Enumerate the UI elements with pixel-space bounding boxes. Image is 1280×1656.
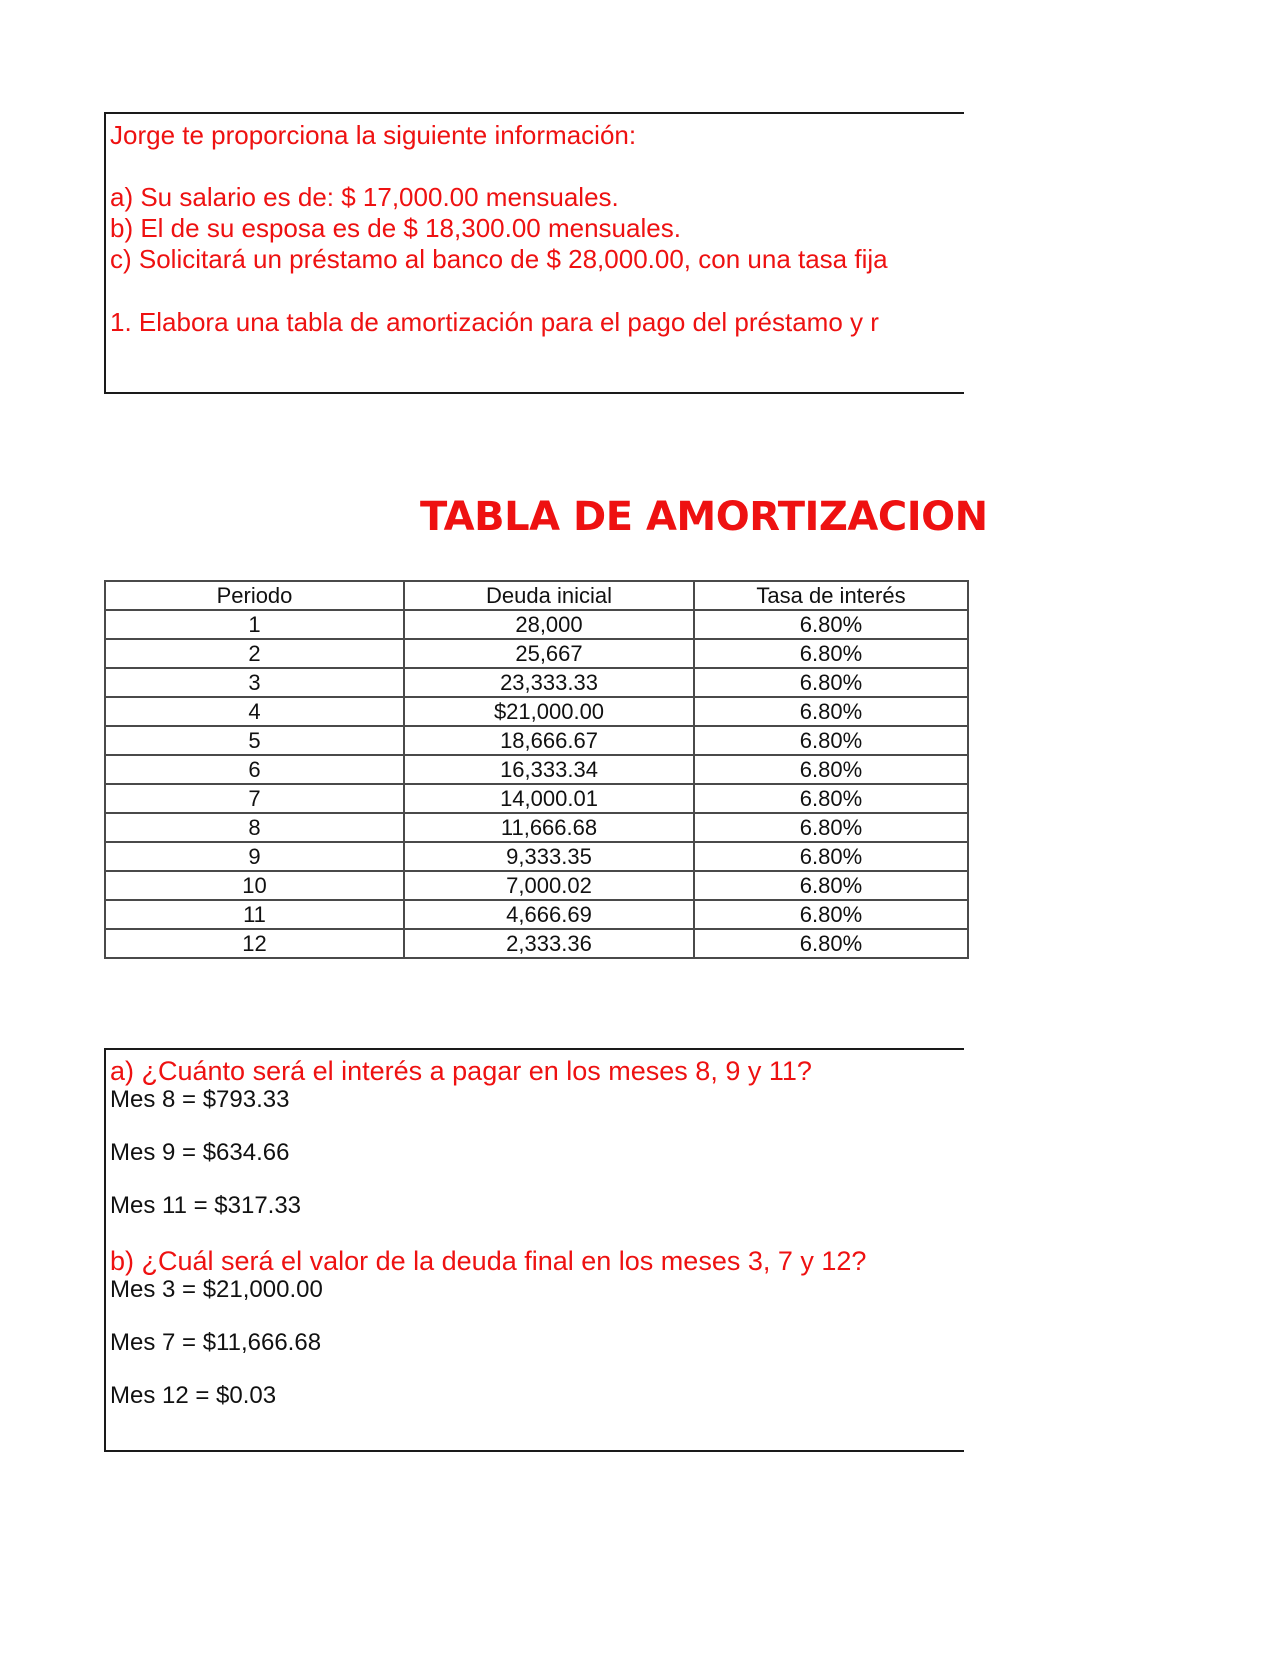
cell-periodo: 9 bbox=[105, 842, 404, 871]
header-periodo: Periodo bbox=[105, 581, 404, 610]
answer-mes-3: Mes 3 = $21,000.00 bbox=[110, 1276, 323, 1303]
cell-tasa-interes: 6.80% bbox=[694, 900, 968, 929]
intro-salary: a) Su salario es de: $ 17,000.00 mensuales. bbox=[110, 182, 619, 212]
cell-deuda-inicial: $21,000.00 bbox=[404, 697, 694, 726]
cell-tasa-interes: 6.80% bbox=[694, 639, 968, 668]
cell-tasa-interes: 6.80% bbox=[694, 929, 968, 958]
table-row bbox=[105, 610, 968, 639]
cell-periodo: 5 bbox=[105, 726, 404, 755]
intro-task: 1. Elabora una tabla de amortización para el pago del préstamo y r bbox=[110, 307, 879, 337]
cell-periodo: 4 bbox=[105, 697, 404, 726]
amortization-table bbox=[104, 580, 969, 959]
table-row bbox=[105, 929, 968, 958]
table-row bbox=[105, 871, 968, 900]
table-row bbox=[105, 842, 968, 871]
cell-tasa-interes: 6.80% bbox=[694, 610, 968, 639]
cell-periodo: 8 bbox=[105, 813, 404, 842]
table-row bbox=[105, 639, 968, 668]
table-row bbox=[105, 900, 968, 929]
cell-tasa-interes: 6.80% bbox=[694, 668, 968, 697]
cell-deuda-inicial: 2,333.36 bbox=[404, 929, 694, 958]
answers-box bbox=[104, 1048, 964, 1452]
cell-deuda-inicial: 4,666.69 bbox=[404, 900, 694, 929]
cell-deuda-inicial: 25,667 bbox=[404, 639, 694, 668]
answer-mes-9: Mes 9 = $634.66 bbox=[110, 1139, 290, 1166]
cell-deuda-inicial: 23,333.33 bbox=[404, 668, 694, 697]
cell-periodo: 7 bbox=[105, 784, 404, 813]
cell-tasa-interes: 6.80% bbox=[694, 726, 968, 755]
cell-tasa-interes: 6.80% bbox=[694, 697, 968, 726]
cell-periodo: 6 bbox=[105, 755, 404, 784]
cell-tasa-interes: 6.80% bbox=[694, 755, 968, 784]
cell-periodo: 10 bbox=[105, 871, 404, 900]
cell-tasa-interes: 6.80% bbox=[694, 813, 968, 842]
cell-periodo: 12 bbox=[105, 929, 404, 958]
table-row bbox=[105, 697, 968, 726]
answer-mes-7: Mes 7 = $11,666.68 bbox=[110, 1329, 322, 1356]
cell-deuda-inicial: 16,333.34 bbox=[404, 755, 694, 784]
question-a: a) ¿Cuánto será el interés a pagar en los meses 8, 9 y 11? bbox=[110, 1056, 812, 1086]
cell-periodo: 1 bbox=[105, 610, 404, 639]
cell-deuda-inicial: 11,666.68 bbox=[404, 813, 694, 842]
answer-mes-12: Mes 12 = $0.03 bbox=[110, 1382, 277, 1409]
problem-statement-box bbox=[104, 112, 964, 394]
cell-tasa-interes: 6.80% bbox=[694, 871, 968, 900]
cell-periodo: 2 bbox=[105, 639, 404, 668]
cell-tasa-interes: 6.80% bbox=[694, 842, 968, 871]
intro-spouse-salary: b) El de su esposa es de $ 18,300.00 mensuales. bbox=[110, 213, 681, 243]
table-row bbox=[105, 813, 968, 842]
table-row bbox=[105, 668, 968, 697]
answer-mes-11: Mes 11 = $317.33 bbox=[110, 1192, 302, 1219]
answer-mes-8: Mes 8 = $793.33 bbox=[110, 1086, 290, 1113]
cell-periodo: 11 bbox=[105, 900, 404, 929]
intro-heading: Jorge te proporciona la siguiente información: bbox=[110, 120, 637, 150]
cell-tasa-interes: 6.80% bbox=[694, 784, 968, 813]
intro-loan: c) Solicitará un préstamo al banco de $ 28,000.00, con una tasa fija bbox=[110, 244, 888, 274]
header-tasa-interes: Tasa de interés bbox=[694, 581, 968, 610]
cell-deuda-inicial: 9,333.35 bbox=[404, 842, 694, 871]
table-row bbox=[105, 755, 968, 784]
cell-deuda-inicial: 14,000.01 bbox=[404, 784, 694, 813]
header-deuda-inicial: Deuda inicial bbox=[404, 581, 694, 610]
table-header-row bbox=[105, 581, 968, 610]
cell-periodo: 3 bbox=[105, 668, 404, 697]
cell-deuda-inicial: 28,000 bbox=[404, 610, 694, 639]
table-row bbox=[105, 784, 968, 813]
question-b: b) ¿Cuál será el valor de la deuda final en los meses 3, 7 y 12? bbox=[110, 1246, 867, 1276]
cell-deuda-inicial: 7,000.02 bbox=[404, 871, 694, 900]
table-row bbox=[105, 726, 968, 755]
cell-deuda-inicial: 18,666.67 bbox=[404, 726, 694, 755]
page-title: TABLA DE AMORTIZACION bbox=[420, 494, 988, 540]
